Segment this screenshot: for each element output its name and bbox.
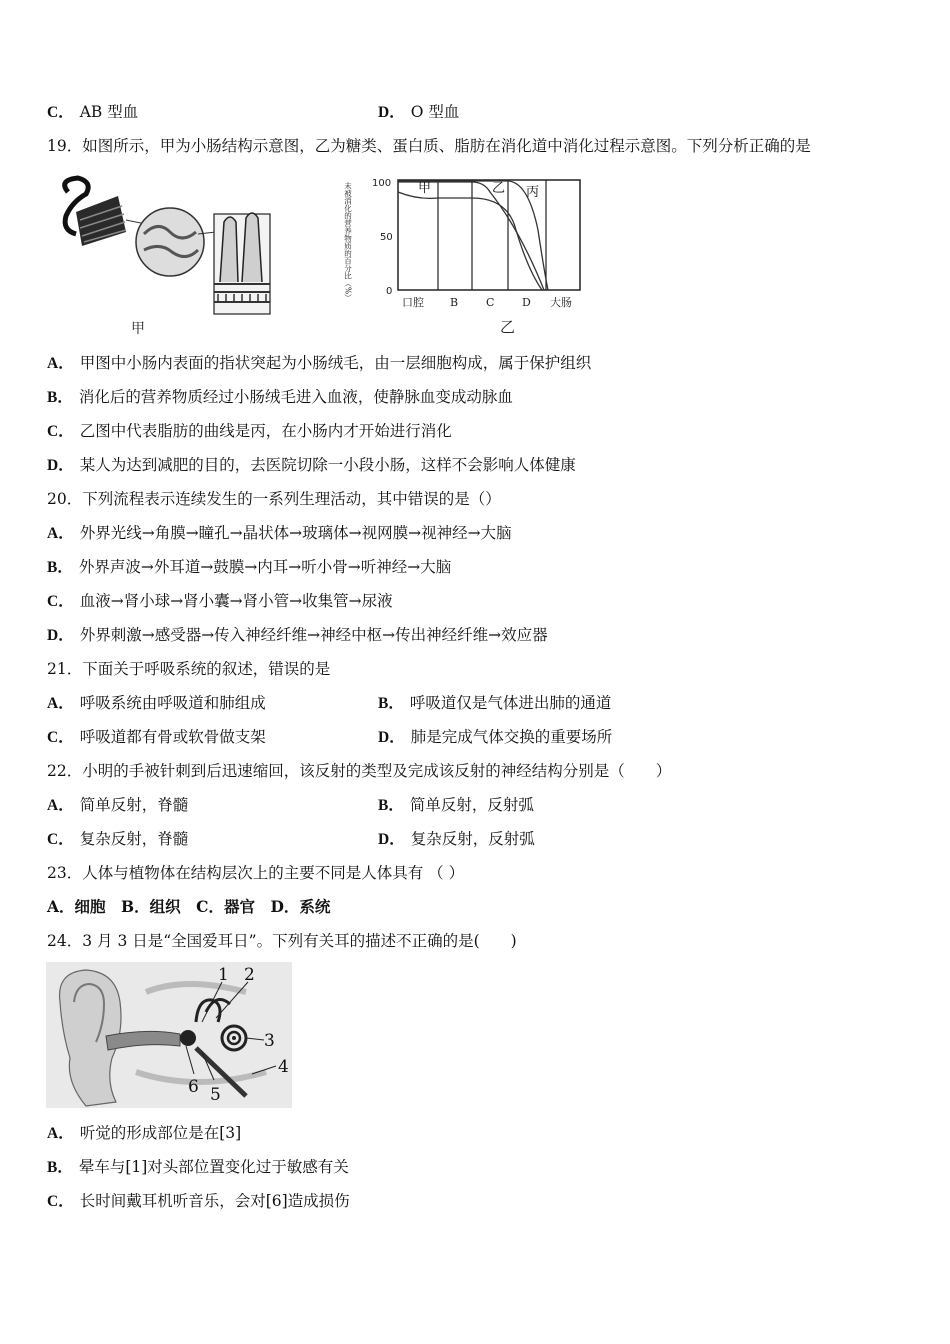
q18-option-d (378, 102, 459, 123)
option-text: 乙图中代表脂肪的曲线是丙，在小肠内才开始进行消化 (79, 422, 452, 440)
q22-option-b (378, 795, 534, 816)
option-text: 长时间戴耳机听音乐，会对[6]造成损伤 (79, 1192, 350, 1210)
q19-option-d (47, 455, 576, 476)
q24-option-c (47, 1191, 350, 1212)
option-text: 甲图中小肠内表面的指状突起为小肠绒毛，由一层细胞构成，属于保护组织 (79, 354, 592, 372)
option-letter: B． (47, 1159, 73, 1176)
option-letter: C． (47, 1193, 74, 1210)
figure-jia-label: 甲 (131, 321, 145, 337)
option-letter: D． (378, 831, 405, 848)
option-letter: C． (47, 831, 74, 848)
option-text: 外界刺激→感受器→传入神经纤维→神经中枢→传出神经纤维→效应器 (79, 626, 548, 644)
curve-jia (398, 192, 542, 290)
ear-number-4: 4 (278, 1057, 289, 1077)
curve-label-bing: 丙 (526, 185, 540, 200)
q21-option-a (47, 693, 266, 714)
q20-option-d (47, 625, 548, 646)
ear-number-2: 2 (244, 965, 255, 985)
small-intestine-figure (48, 172, 278, 320)
x-label-mouth: 口腔 (402, 296, 424, 309)
option-letter: D． (378, 104, 405, 121)
option-letter: C． (47, 423, 74, 440)
curve-label-yi: 乙 (492, 181, 506, 196)
option-text: 简单反射，反射弧 (409, 796, 534, 814)
villus-section (214, 213, 270, 314)
option-text: O 型血 (410, 103, 460, 121)
q22-option-c (47, 829, 188, 850)
option-text: 听觉的形成部位是在[3] (79, 1124, 242, 1142)
option-text: 肺是完成气体交换的重要场所 (410, 728, 613, 746)
middle-ear-ossicles (180, 1030, 196, 1046)
y-tick-50: 50 (380, 232, 393, 243)
option-letter: A． (47, 355, 74, 372)
q20-option-b (47, 557, 451, 578)
option-text: 某人为达到减肥的目的，去医院切除一小段小肠，这样不会影响人体健康 (79, 456, 576, 474)
y-axis-title: 未被消化的营养物质的百分比（%） (343, 182, 353, 302)
option-text: 消化后的营养物质经过小肠绒毛进入血液，使静脉血变成动脉血 (78, 388, 513, 406)
option-letter: C． (47, 729, 74, 746)
q19-option-b (47, 387, 513, 408)
digestion-chart (338, 170, 598, 318)
option-letter: B． (47, 559, 73, 576)
y-tick-100: 100 (372, 178, 392, 189)
q19-option-a (47, 353, 591, 374)
y-axis-title-group (343, 181, 352, 302)
q22-option-d (378, 829, 535, 850)
q23-options: A．细胞 B．组织 C．器官 D．系统 (47, 897, 331, 916)
option-letter: C． (47, 593, 74, 610)
ear-structure-figure (46, 962, 292, 1108)
y-tick-0: 0 (386, 286, 393, 297)
option-letter: B． (47, 389, 73, 406)
q24-option-a (47, 1123, 241, 1144)
option-letter: D． (378, 729, 405, 746)
option-text: 晕车与[1]对头部位置变化过于敏感有关 (78, 1158, 349, 1176)
option-text: AB 型血 (79, 103, 139, 121)
ear-number-5: 5 (210, 1085, 221, 1105)
q19-stem: 19．如图所示，甲为小肠结构示意图，乙为糖类、蛋白质、脂肪在消化道中消化过程示意图。下列分析正确的是 (47, 137, 811, 155)
option-letter: B． (378, 797, 404, 814)
figure-yi-label: 乙 (500, 318, 516, 336)
option-letter: B． (378, 695, 404, 712)
q21-option-b (378, 693, 611, 714)
option-letter: D． (47, 627, 74, 644)
option-letter: A． (47, 1125, 74, 1142)
q20-option-c (47, 591, 393, 612)
ear-number-1: 1 (218, 965, 229, 985)
curve-label-jia: 甲 (418, 181, 432, 196)
q19-option-c (47, 421, 452, 442)
q18-option-c (47, 102, 138, 123)
x-label-large-intestine: 大肠 (550, 296, 572, 309)
ear-number-6: 6 (188, 1077, 199, 1097)
magnified-circle (136, 208, 204, 276)
x-label-b: B (450, 296, 459, 309)
q20-option-a (47, 523, 512, 544)
option-text: 呼吸道都有骨或软骨做支架 (79, 728, 266, 746)
ear-number-3: 3 (264, 1031, 275, 1051)
option-letter: A． (47, 695, 74, 712)
option-text: 呼吸系统由呼吸道和肺组成 (79, 694, 266, 712)
intestine-folds (76, 196, 126, 246)
chart-frame (398, 180, 580, 290)
option-text: 外界光线→角膜→瞳孔→晶状体→玻璃体→视网膜→视神经→大脑 (79, 524, 512, 542)
option-text: 呼吸道仅是气体进出肺的通道 (409, 694, 612, 712)
x-label-d: D (522, 296, 531, 309)
q22-stem: 22．小明的手被针刺到后迅速缩回，该反射的类型及完成该反射的神经结构分别是（ ） (47, 762, 672, 780)
option-letter: A． (47, 797, 74, 814)
q24-stem: 24．3 月 3 日是“全国爱耳日”。下列有关耳的描述不正确的是( ) (47, 932, 517, 950)
q24-option-b (47, 1157, 349, 1178)
option-text: 外界声波→外耳道→鼓膜→内耳→听小骨→听神经→大脑 (78, 558, 452, 576)
option-letter: D． (47, 457, 74, 474)
q21-option-d (378, 727, 612, 748)
option-letter: A． (47, 525, 74, 542)
q21-stem: 21．下面关于呼吸系统的叙述，错误的是 (47, 660, 331, 678)
option-text: 简单反射，脊髓 (79, 796, 189, 814)
q23-stem: 23．人体与植物体在结构层次上的主要不同是人体具有 （ ） (47, 864, 465, 882)
x-label-c: C (486, 296, 495, 309)
q20-stem: 20．下列流程表示连续发生的一系列生理活动，其中错误的是（） (47, 490, 501, 508)
option-text: 血液→肾小球→肾小囊→肾小管→收集管→尿液 (79, 592, 393, 610)
q22-option-a (47, 795, 188, 816)
option-text: 复杂反射，脊髓 (79, 830, 189, 848)
option-letter: C． (47, 104, 74, 121)
option-text: 复杂反射，反射弧 (410, 830, 535, 848)
q21-option-c (47, 727, 266, 748)
